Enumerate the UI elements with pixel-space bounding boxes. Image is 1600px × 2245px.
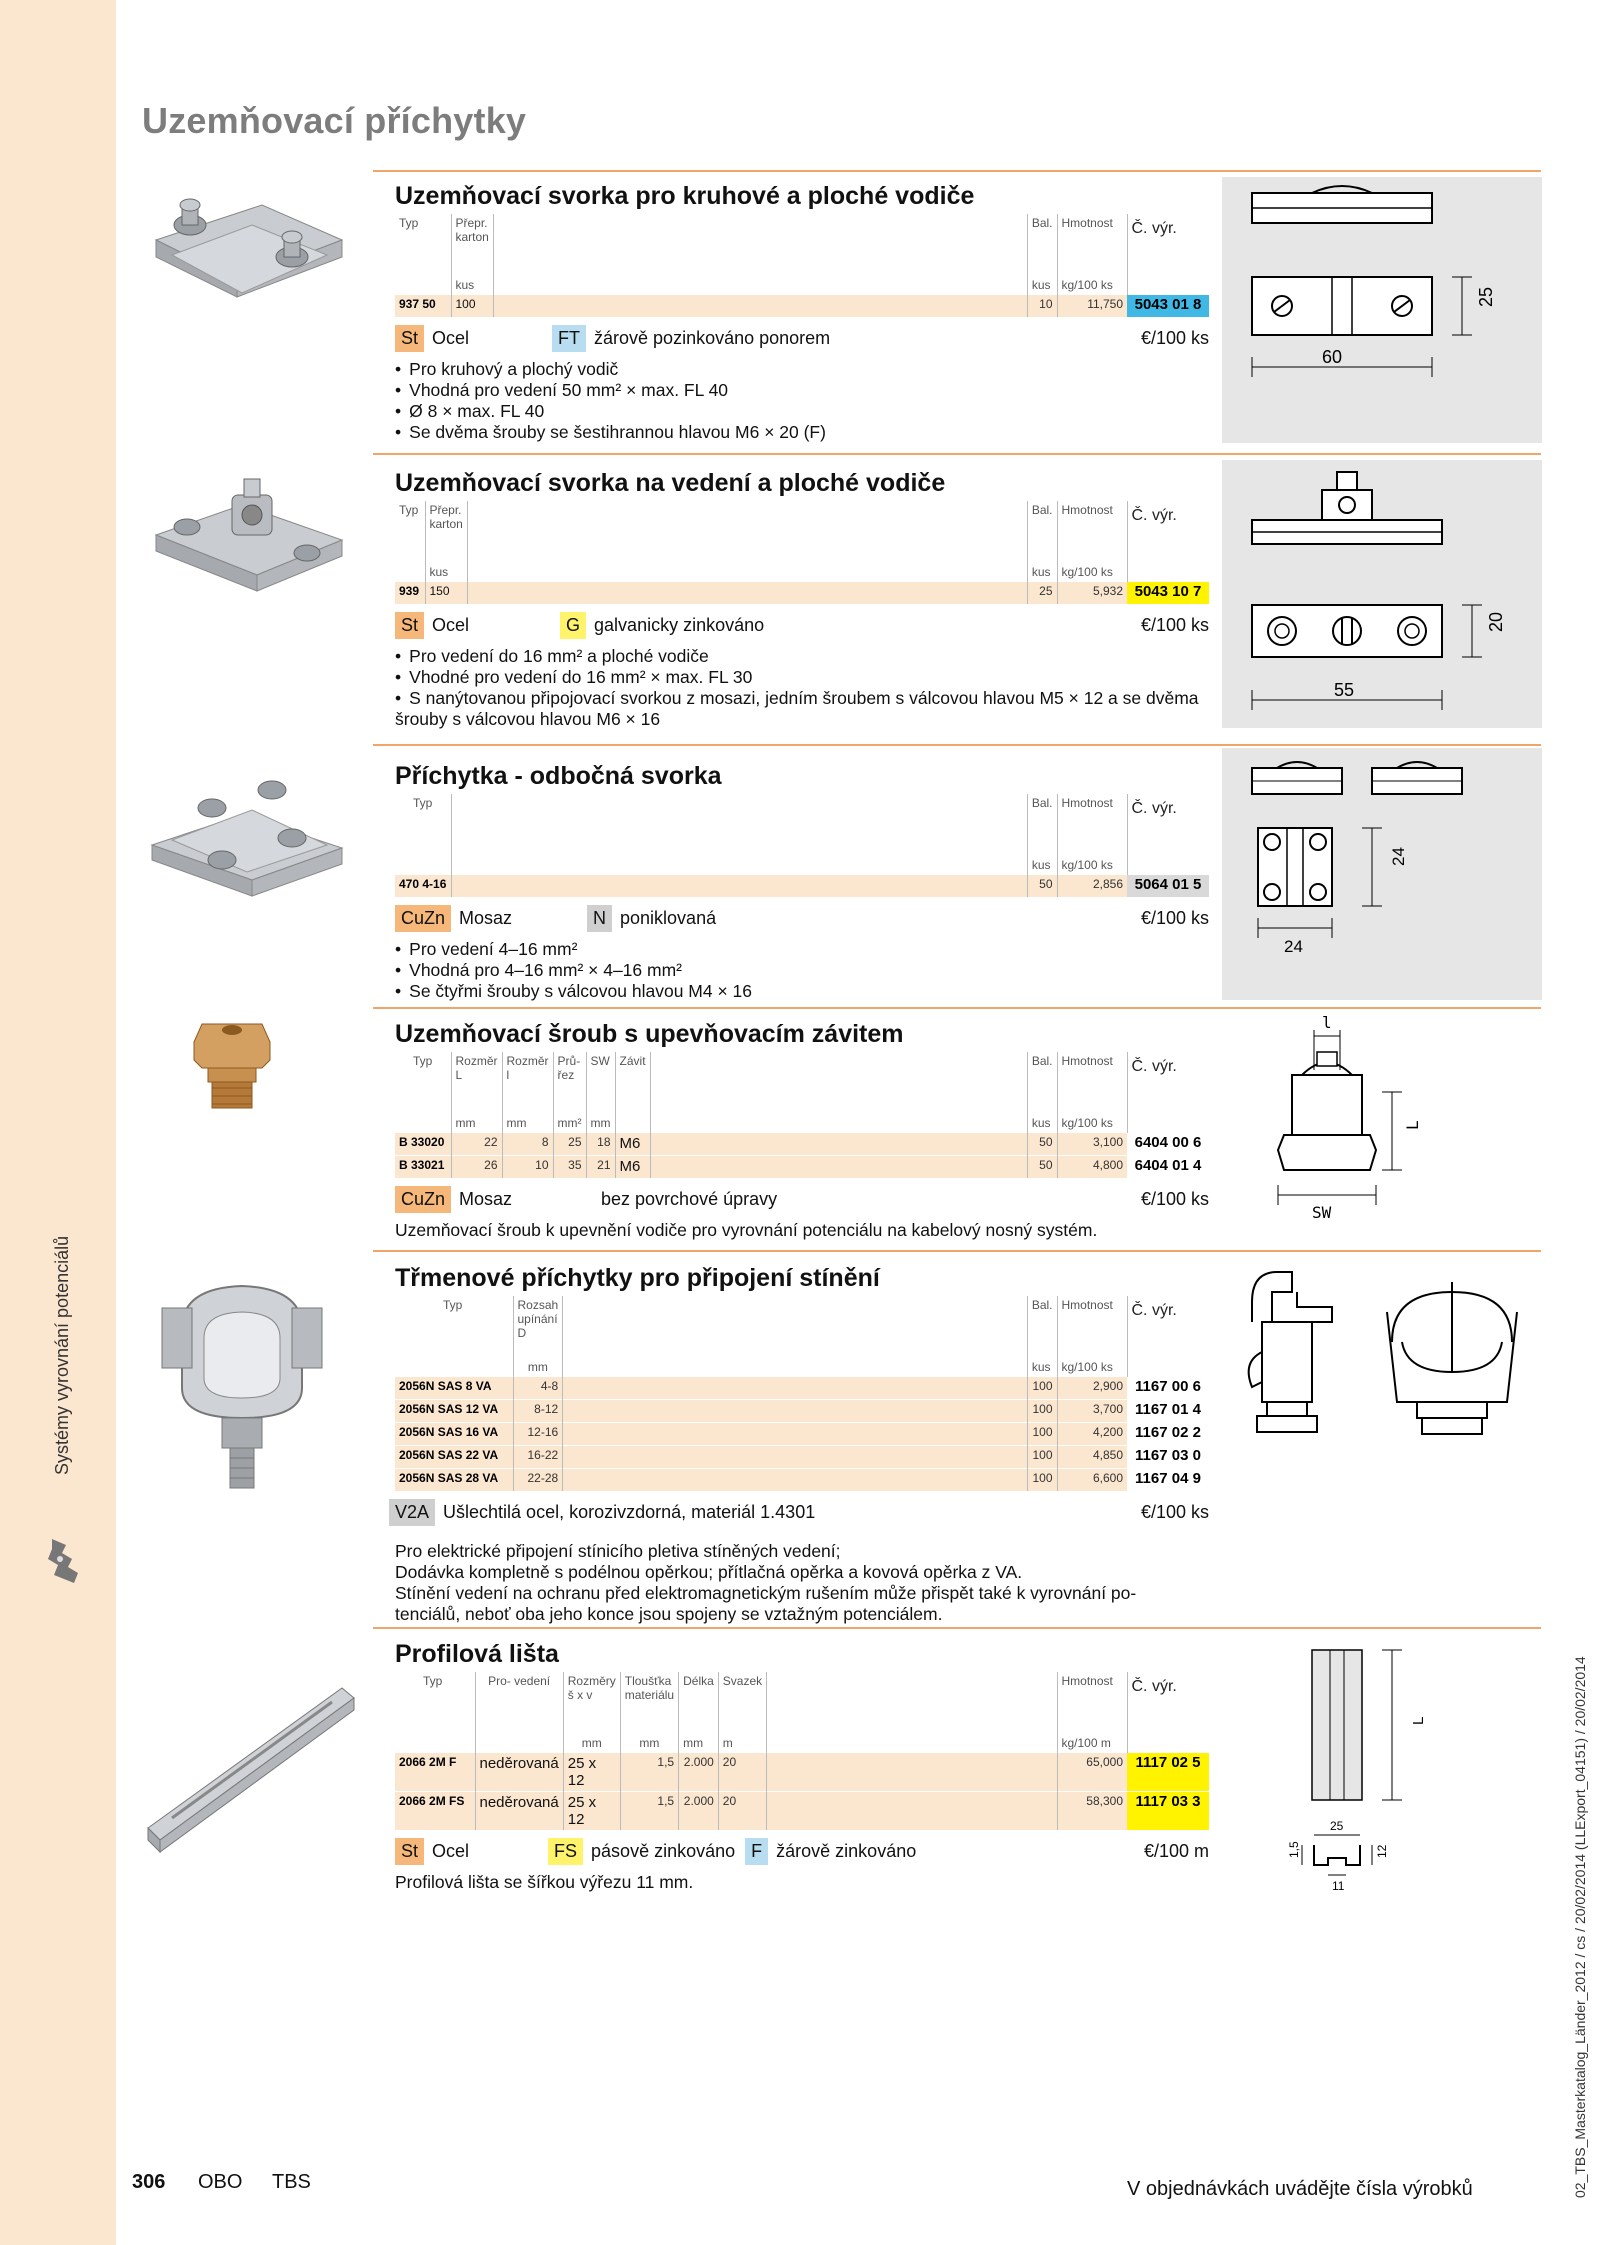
finish2-code: F bbox=[745, 1838, 768, 1865]
price-unit: €/100 ks bbox=[1140, 1188, 1209, 1209]
spec-table: Typ Pro- vedení Rozměry š x v Tloušťka materiálu Délka Svazek Hmotnost Č. výr. mm mm mm m kg/100 m 2066 2M F neděrovaná 25 x 12 1,5 2.000 20 65,000 1117 02 5 2066 2M FS neděrovaná 25 x 12 1,5 2.000 20 58,300 1117 03 3 bbox=[395, 1672, 1209, 1830]
material-name: Ocel bbox=[432, 327, 470, 348]
section-divider bbox=[373, 170, 1541, 172]
dim-sw-label: SW bbox=[1312, 1203, 1332, 1222]
description: Profilová lišta se šířkou výřezu 11 mm. bbox=[395, 1872, 694, 1892]
material-name: Mosaz bbox=[459, 1188, 513, 1209]
spec-table: Typ Rozměr L Rozměr l Prů- řez SW Závit Bal. Hmotnost Č. výr. mm mm mm² mm kus kg/100 ks B 33020 22 8 25 18 M6 50 3,100 6404 00 6 B 33021 26 10 35 21 M6 50 4,800 6404 01 4 bbox=[395, 1052, 1209, 1178]
section-divider bbox=[373, 453, 1541, 455]
table-row: B 33021 26 10 35 21 M6 50 4,800 6404 01 4 bbox=[395, 1156, 1209, 1179]
article-number: 6404 00 6 bbox=[1127, 1133, 1209, 1156]
product-section-6 bbox=[395, 1636, 1209, 1893]
dim-height-label: 20 bbox=[1486, 611, 1506, 632]
material-name: Ocel bbox=[432, 1840, 470, 1861]
page-title: Uzemňovací příchytky bbox=[142, 100, 527, 141]
dim-slot-label: 11 bbox=[1332, 1879, 1345, 1893]
dimension-drawing-4 bbox=[1222, 1010, 1542, 1242]
dim-L-label: L bbox=[1403, 1120, 1422, 1130]
material-code: CuZn bbox=[395, 1186, 451, 1213]
article-number: 1117 03 3 bbox=[1127, 1792, 1209, 1831]
finish2-name: žárově zinkováno bbox=[776, 1840, 917, 1861]
finish-name: žárově pozinkováno ponorem bbox=[594, 327, 831, 348]
section-title: Uzemňovací svorka pro kruhové a ploché vodiče bbox=[395, 182, 975, 210]
price-unit: €/100 m bbox=[1143, 1840, 1209, 1861]
article-number: 5064 01 5 bbox=[1127, 875, 1209, 898]
dim-width-label: 55 bbox=[1334, 680, 1355, 700]
section-divider bbox=[373, 744, 1541, 746]
product-section-5 bbox=[395, 1260, 1209, 1625]
dimension-drawing-5 bbox=[1222, 1252, 1542, 1450]
section-title: Uzemňovací šroub s upevňovacím závitem bbox=[395, 1020, 904, 1048]
article-number: 1167 02 2 bbox=[1127, 1423, 1209, 1446]
footer-note: V objednávkách uvádějte čísla výrobků bbox=[1127, 2178, 1473, 2200]
dimension-drawing-3 bbox=[1222, 748, 1542, 1000]
table-row: 2056N SAS 16 VA 12-16 100 4,200 1167 02 2 bbox=[395, 1423, 1209, 1446]
spec-table: Typ Rozsah upínání D Bal. Hmotnost Č. výr. mm kus kg/100 ks 2056N SAS 8 VA 4-8 100 2,900 1167 00 6 2056N SAS 12 VA 8-12 100 3,700 1167 01 4 2056N SAS 16 VA 12-16 100 4,200 1167 02 2 2056N SAS 22 VA 16-22 100 4,850 1167 03 0 2056N SAS 28 VA 22-28 100 6,600 1167 04 9 bbox=[395, 1296, 1209, 1491]
material-row bbox=[389, 1497, 1209, 1527]
dim-width-label: 25 bbox=[1330, 1819, 1344, 1833]
price-unit: €/100 ks bbox=[1140, 1501, 1209, 1522]
product-image-ground-screw bbox=[142, 1018, 356, 1118]
finish-code: N bbox=[587, 905, 612, 932]
article-number: 5043 01 8 bbox=[1127, 295, 1209, 318]
material-name: Ocel bbox=[432, 614, 470, 635]
material-row bbox=[395, 1184, 1209, 1214]
article-number: 1167 00 6 bbox=[1127, 1377, 1209, 1400]
finish-name: pásově zinkováno bbox=[591, 1840, 736, 1861]
dimension-drawing-2 bbox=[1222, 460, 1542, 728]
product-section-2 bbox=[395, 465, 1209, 730]
footer-section: TBS bbox=[272, 2171, 311, 2193]
finish-code: FT bbox=[552, 325, 586, 352]
article-number: 1167 03 0 bbox=[1127, 1446, 1209, 1469]
table-row: 939 150 25 5,932 5043 10 7 bbox=[395, 582, 1209, 605]
section-divider bbox=[373, 1007, 1541, 1009]
price-unit: €/100 ks bbox=[1140, 614, 1209, 635]
dimension-drawing-6 bbox=[1222, 1630, 1542, 1900]
product-section-3 bbox=[395, 758, 1209, 1002]
material-row bbox=[395, 323, 1209, 353]
article-number: 1167 04 9 bbox=[1127, 1469, 1209, 1492]
side-section-label: Systémy vyrovnání potenciálů bbox=[52, 1235, 72, 1475]
price-unit: €/100 ks bbox=[1140, 327, 1209, 348]
article-number: 1117 02 5 bbox=[1127, 1753, 1209, 1792]
material-code: St bbox=[395, 325, 424, 352]
dimension-drawing-1 bbox=[1222, 177, 1542, 443]
table-row: 2056N SAS 28 VA 22-28 100 6,600 1167 04 9 bbox=[395, 1469, 1209, 1492]
material-code: CuZn bbox=[395, 905, 451, 932]
finish-code: G bbox=[560, 612, 586, 639]
material-code: V2A bbox=[389, 1499, 435, 1526]
section-title: Třmenové příchytky pro připojení stínění bbox=[395, 1264, 880, 1292]
print-meta: 02_TBS_Masterkatalog_Länder_2012 / cs / 20/02/2014 (LLExport_04151) / 20/02/2014 bbox=[1572, 1656, 1588, 2198]
price-unit: €/100 ks bbox=[1140, 907, 1209, 928]
section-title: Profilová lišta bbox=[395, 1640, 559, 1668]
grounding-clamp-icon bbox=[44, 1535, 82, 1587]
article-number: 1167 01 4 bbox=[1127, 1400, 1209, 1423]
product-section-4 bbox=[395, 1016, 1209, 1241]
product-image-ground-clamp bbox=[142, 185, 356, 320]
footer-brand: OBO bbox=[198, 2171, 243, 2193]
material-name: Mosaz bbox=[459, 907, 513, 928]
dim-thickness-label: 1,5 bbox=[1287, 1841, 1301, 1858]
product-section-1 bbox=[395, 178, 1209, 443]
table-row: 2056N SAS 22 VA 16-22 100 4,850 1167 03 0 bbox=[395, 1446, 1209, 1469]
feature-list: • Pro vedení 4–16 mm² • Vhodná pro 4–16 mm² × 4–16 mm² • Se čtyřmi šrouby s válcovou hlavou M4 × 16 bbox=[395, 939, 1209, 1002]
section-divider bbox=[373, 1627, 1541, 1629]
material-row bbox=[395, 903, 1209, 933]
table-row: 2066 2M F neděrovaná 25 x 12 1,5 2.000 20 65,000 1117 02 5 bbox=[395, 1753, 1209, 1792]
product-image-shield-clamp bbox=[142, 1268, 356, 1500]
material-code: St bbox=[395, 1838, 424, 1865]
dim-height-label: 25 bbox=[1476, 286, 1496, 307]
table-row: 2056N SAS 12 VA 8-12 100 3,700 1167 01 4 bbox=[395, 1400, 1209, 1423]
page-number: 306 bbox=[132, 2171, 166, 2193]
material-name: Ušlechtilá ocel, korozivzdorná, materiál 1.4301 bbox=[443, 1501, 816, 1522]
dim-l-label: l bbox=[1322, 1013, 1332, 1032]
article-number: 5043 10 7 bbox=[1127, 582, 1209, 605]
product-image-profile-rail bbox=[142, 1668, 356, 1858]
table-row: 470 4-16 50 2,856 5064 01 5 bbox=[395, 875, 1209, 898]
section-title: Příchytka - odbočná svorka bbox=[395, 762, 722, 790]
finish-code: FS bbox=[548, 1838, 583, 1865]
feature-list: • Pro vedení do 16 mm² a ploché vodiče • Vhodné pro vedení do 16 mm² × max. FL 30 • S nanýtovanou připojovací svorkou z mosazi, jedním šroubem s válcovou hlavou M5 × 12 a se dvěma šrouby s válcovou hlavou M6 × 16 bbox=[395, 646, 1209, 730]
dim-L-label: L bbox=[1410, 1716, 1427, 1725]
description: Uzemňovací šroub k upevnění vodiče pro vyrovnání potenciálu na kabelový nosný systém. bbox=[395, 1220, 1098, 1240]
table-row: 2066 2M FS neděrovaná 25 x 12 1,5 2.000 20 58,300 1117 03 3 bbox=[395, 1792, 1209, 1831]
finish-name: galvanicky zinkováno bbox=[594, 614, 765, 635]
dim-width-label: 60 bbox=[1322, 347, 1343, 367]
material-row bbox=[395, 610, 1209, 640]
description: Pro elektrické připojení stínicího pletiva stíněných vedení; Dodávka kompletně s podélnou opěrkou; přítlačná opěrka a kovová opěrka z VA. Stínění vedení na ochranu před elektromagnetickým rušením může přispět také k vyrovnání po- tenciálů, neboť oba jeho konce jsou spojeny se vztažným potenciálem. bbox=[395, 1541, 1137, 1624]
product-image-line-clamp bbox=[142, 475, 356, 600]
spec-table: Typ Bal. Hmotnost Č. výr. kus kg/100 ks 470 4-16 50 2,856 5064 01 5 bbox=[395, 794, 1209, 897]
material-code: St bbox=[395, 612, 424, 639]
article-number: 6404 01 4 bbox=[1127, 1156, 1209, 1179]
table-row: 937 50 100 10 11,750 5043 01 8 bbox=[395, 295, 1209, 318]
material-row bbox=[395, 1836, 1209, 1866]
feature-list: • Pro kruhový a plochý vodič • Vhodná pro vedení 50 mm² × max. FL 40 • Ø 8 × max. FL 40 • Se dvěma šrouby se šestihrannou hlavou M6 × 20 (F) bbox=[395, 359, 1209, 443]
dim-height-label: 24 bbox=[1389, 847, 1408, 866]
spec-table: Typ Přepr. karton Bal. Hmotnost Č. výr. kus kus kg/100 ks 939 150 25 5,932 5043 10 7 bbox=[395, 501, 1209, 604]
product-image-branch-clamp bbox=[142, 760, 356, 910]
dim-height-label: 12 bbox=[1375, 1844, 1389, 1858]
left-color-bar bbox=[0, 0, 116, 2245]
finish-name: poniklovaná bbox=[620, 907, 717, 928]
spec-table: Typ Přepr. karton Bal. Hmotnost Č. výr. kus kus kg/100 ks 937 50 100 10 11,750 5043 01 8 bbox=[395, 214, 1209, 317]
dim-width-label: 24 bbox=[1284, 937, 1303, 956]
finish-name: bez povrchové úpravy bbox=[601, 1188, 778, 1209]
section-title: Uzemňovací svorka na vedení a ploché vodiče bbox=[395, 469, 946, 497]
table-row: B 33020 22 8 25 18 M6 50 3,100 6404 00 6 bbox=[395, 1133, 1209, 1156]
table-row: 2056N SAS 8 VA 4-8 100 2,900 1167 00 6 bbox=[395, 1377, 1209, 1400]
